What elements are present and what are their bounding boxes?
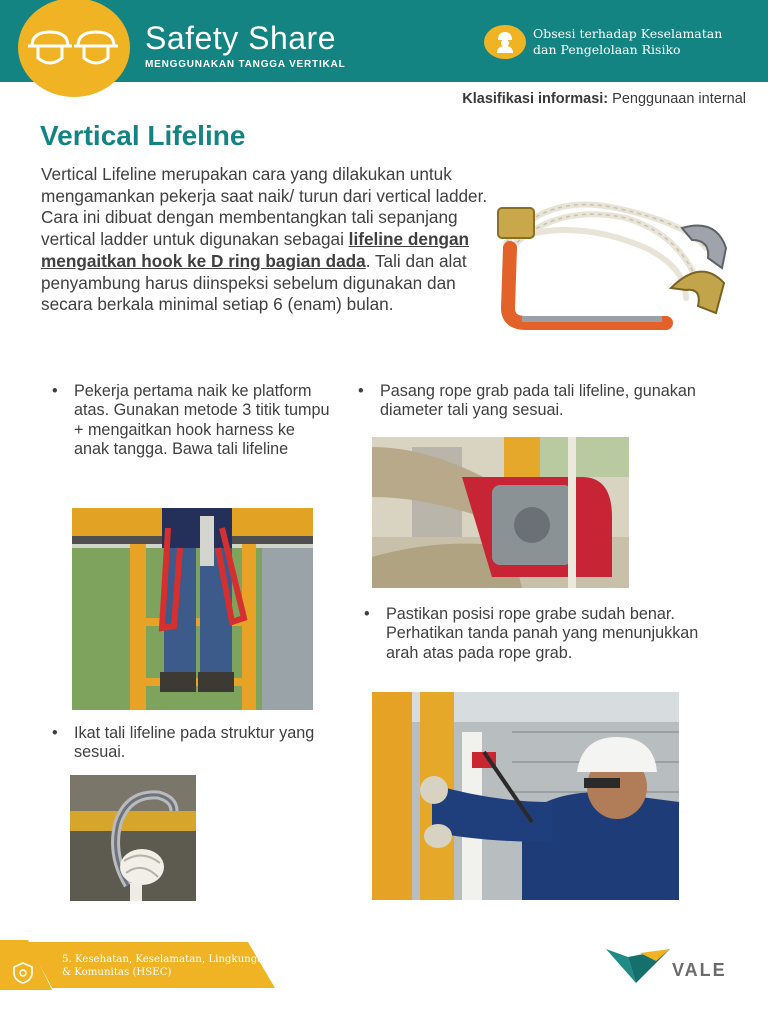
photo-worker-climbing [72,508,313,710]
workers-helmet-icon [26,28,122,68]
classification-label: Klasifikasi informasi: [462,91,609,107]
photo-lifeline-knot [70,775,196,901]
motto-badge [484,25,526,59]
page-subtitle: MENGGUNAKAN TANGGA VERTIKAL [145,59,346,70]
bullet-dot: • [52,724,58,742]
intro-text-2: . Tali dan alat penyambung harus diinspeksi sebelum digunakan dan secara berkala minimal setiap 6 (enam) bulan. [41,250,467,315]
step-4 [364,605,754,687]
intro-paragraph [41,164,491,316]
photo-rope-grab-install [372,437,629,588]
vale-logo-icon [606,945,670,985]
step-2-text: Ikat tali lifeline pada struktur yang sesuai. [74,724,315,762]
step-1-text: Pekerja pertama naik ke platform atas. Gunakan metode 3 titik tumpu + mengaitkan hook harness ke anak tangga. Bawa tali lifeline [74,382,330,458]
safety-logo [18,0,130,97]
classification-value: Penggunaan internal [612,91,746,107]
intro-text-1: Vertical Lifeline merupakan cara yang dilakukan untuk mengamankan pekerja saat naik/ turun dari vertical ladder. Cara ini dibuat dengan membentangkan tali sepanjang vertical ladder untuk digunakan sebagai [41,164,488,250]
step-3-text: Pasang rope grab pada tali lifeline, gunakan diameter tali yang sesuai. [380,382,696,420]
bullet-dot: • [364,605,370,623]
footer-department: 5. Kesehatan, Keselamatan, Lingkungan & Komunitas (HSEC) [62,954,270,978]
classification [462,91,746,107]
bullet-dot: • [52,382,58,400]
photo-worker-checking-rope-grab [372,692,679,900]
lanyard-illustration [486,188,742,338]
bullet-dot: • [358,382,364,400]
section-heading: Vertical Lifeline [40,120,246,151]
step-2 [52,724,342,768]
step-1 [52,382,342,502]
page-title: Safety Share [145,20,336,56]
motto-line-1: Obsesi terhadap Keselamatan [533,26,723,41]
vale-brand-text: VALE [672,960,727,980]
step-3 [358,382,748,426]
step-4-text: Pastikan posisi rope grabe sudah benar. Perhatikan tanda panah yang menunjukkan arah atas pada rope grab. [386,605,699,662]
motto-line-2: dan Pengelolaan Risiko [533,42,681,57]
worker-icon [495,31,515,53]
intro-emphasis: lifeline dengan mengaitkan hook ke D ring bagian dada [41,229,470,271]
hsec-shield-icon [12,962,34,984]
motto-text [533,26,763,58]
